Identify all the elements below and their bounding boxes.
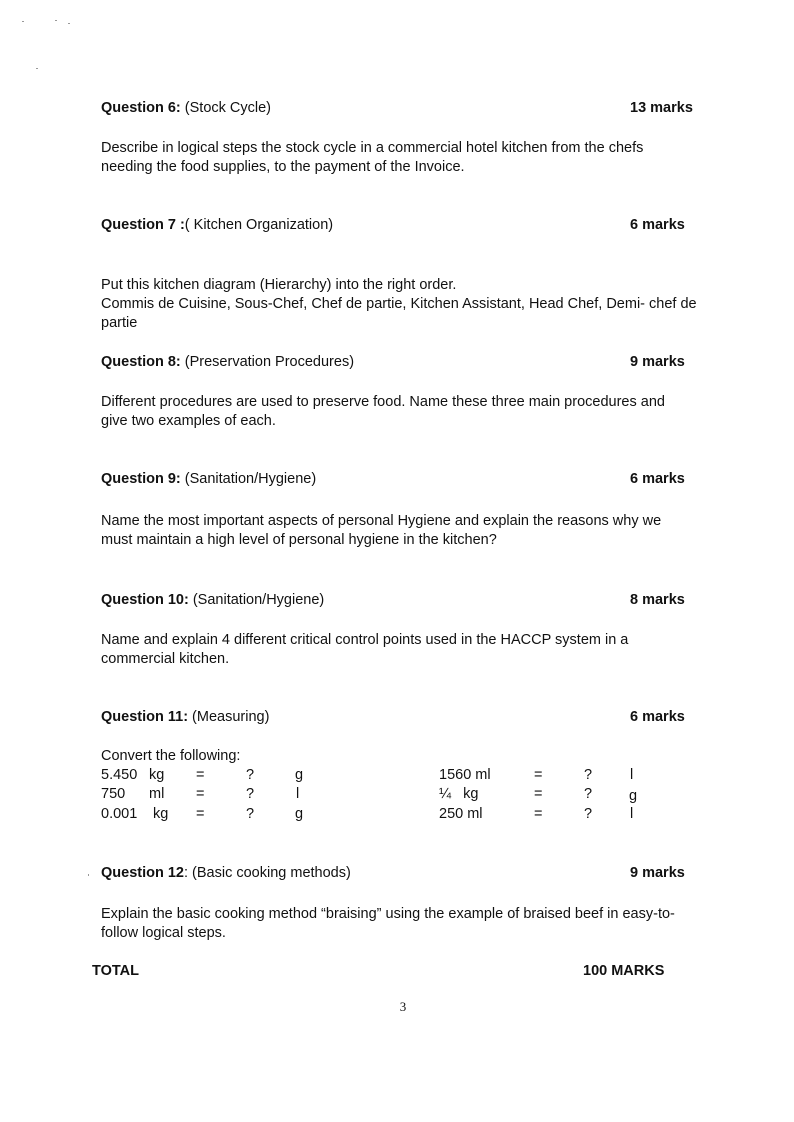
quantity: 750 [101,786,126,802]
body-line: Describe in logical steps the stock cycle in a commercial hotel kitchen from the chefs [101,140,644,156]
question-marks: 6 marks [630,471,685,487]
equals-sign: = [196,786,205,802]
question-marks: 6 marks [630,217,685,233]
equals-sign: = [196,806,205,822]
target-unit: l [630,767,634,783]
quantity: 0.001 [101,806,138,822]
question-6-body [101,139,701,177]
question-marks: 9 marks [630,354,685,370]
body-line: give two examples of each. [101,413,276,429]
question-7-body [101,276,701,333]
answer-blank: ? [584,786,593,802]
question-10-body [101,631,701,669]
body-line: commercial kitchen. [101,651,230,667]
target-unit: g [629,788,638,804]
unit: kg [149,767,165,783]
answer-blank: ? [246,806,255,822]
question-12-header [101,865,691,885]
target-unit: l [630,806,634,822]
scan-speck [68,23,70,24]
body-line: Different procedures are used to preserve food. Name these three main procedures and [101,394,665,410]
question-9-body [101,512,701,550]
question-8-header [101,354,691,374]
question-marks: 8 marks [630,592,685,608]
scan-speck [22,21,24,22]
answer-blank: ? [246,767,255,783]
unit: kg [153,806,169,822]
quantity: 250 ml [439,806,483,822]
equals-sign: = [534,767,543,783]
answer-blank: ? [584,767,593,783]
quantity: 1560 ml [439,767,491,783]
equals-sign: = [196,767,205,783]
total-label: TOTAL [92,963,139,979]
page-number: 3 [399,999,407,1014]
question-10-header [101,592,691,612]
body-line: must maintain a high level of personal hygiene in the kitchen? [101,532,497,548]
question-title: Question 12: (Basic cooking methods) [101,865,351,881]
question-title: Question 8: (Preservation Procedures) [101,354,355,370]
question-marks: 13 marks [630,100,693,116]
question-8-body [101,393,701,431]
target-unit: l [296,786,300,802]
target-unit: g [295,806,304,822]
body-line: needing the food supplies, to the payment of the Invoice. [101,159,465,175]
scan-speck [88,874,89,876]
question-title: Question 9: (Sanitation/Hygiene) [101,471,317,487]
body-line: Name and explain 4 different critical control points used in the HACCP system in a [101,632,629,648]
body-line: Name the most important aspects of personal Hygiene and explain the reasons why we [101,513,662,529]
question-9-header [101,471,691,491]
body-line: follow logical steps. [101,925,226,941]
question-marks: 9 marks [630,865,685,881]
unit: ml [149,786,165,802]
question-7-header [101,217,691,237]
body-line: Put this kitchen diagram (Hierarchy) into the right order. [101,277,457,293]
answer-blank: ? [246,786,255,802]
question-title: Question 6: (Stock Cycle) [101,100,272,116]
question-6-header [101,100,691,120]
conversion-intro: Convert the following: [101,748,241,764]
quantity: ¼ kg [439,786,479,802]
scan-speck [36,68,38,69]
body-line: Explain the basic cooking method “braising” using the example of braised beef in easy-to- [101,906,675,922]
body-line: Commis de Cuisine, Sous-Chef, Chef de partie, Kitchen Assistant, Head Chef, Demi- chef de [101,296,697,312]
question-title: Question 11: (Measuring) [101,709,270,725]
equals-sign: = [534,786,543,802]
target-unit: g [295,767,304,783]
quantity: 5.450 [101,767,138,783]
question-title: Question 10: (Sanitation/Hygiene) [101,592,325,608]
scan-speck [55,20,57,21]
body-line: partie [101,315,138,331]
answer-blank: ? [584,806,593,822]
question-marks: 6 marks [630,709,685,725]
question-12-body [101,905,701,943]
equals-sign: = [534,806,543,822]
question-11-header [101,709,691,729]
question-title: Question 7 :( Kitchen Organization) [101,217,334,233]
total-marks: 100 MARKS [583,963,665,979]
